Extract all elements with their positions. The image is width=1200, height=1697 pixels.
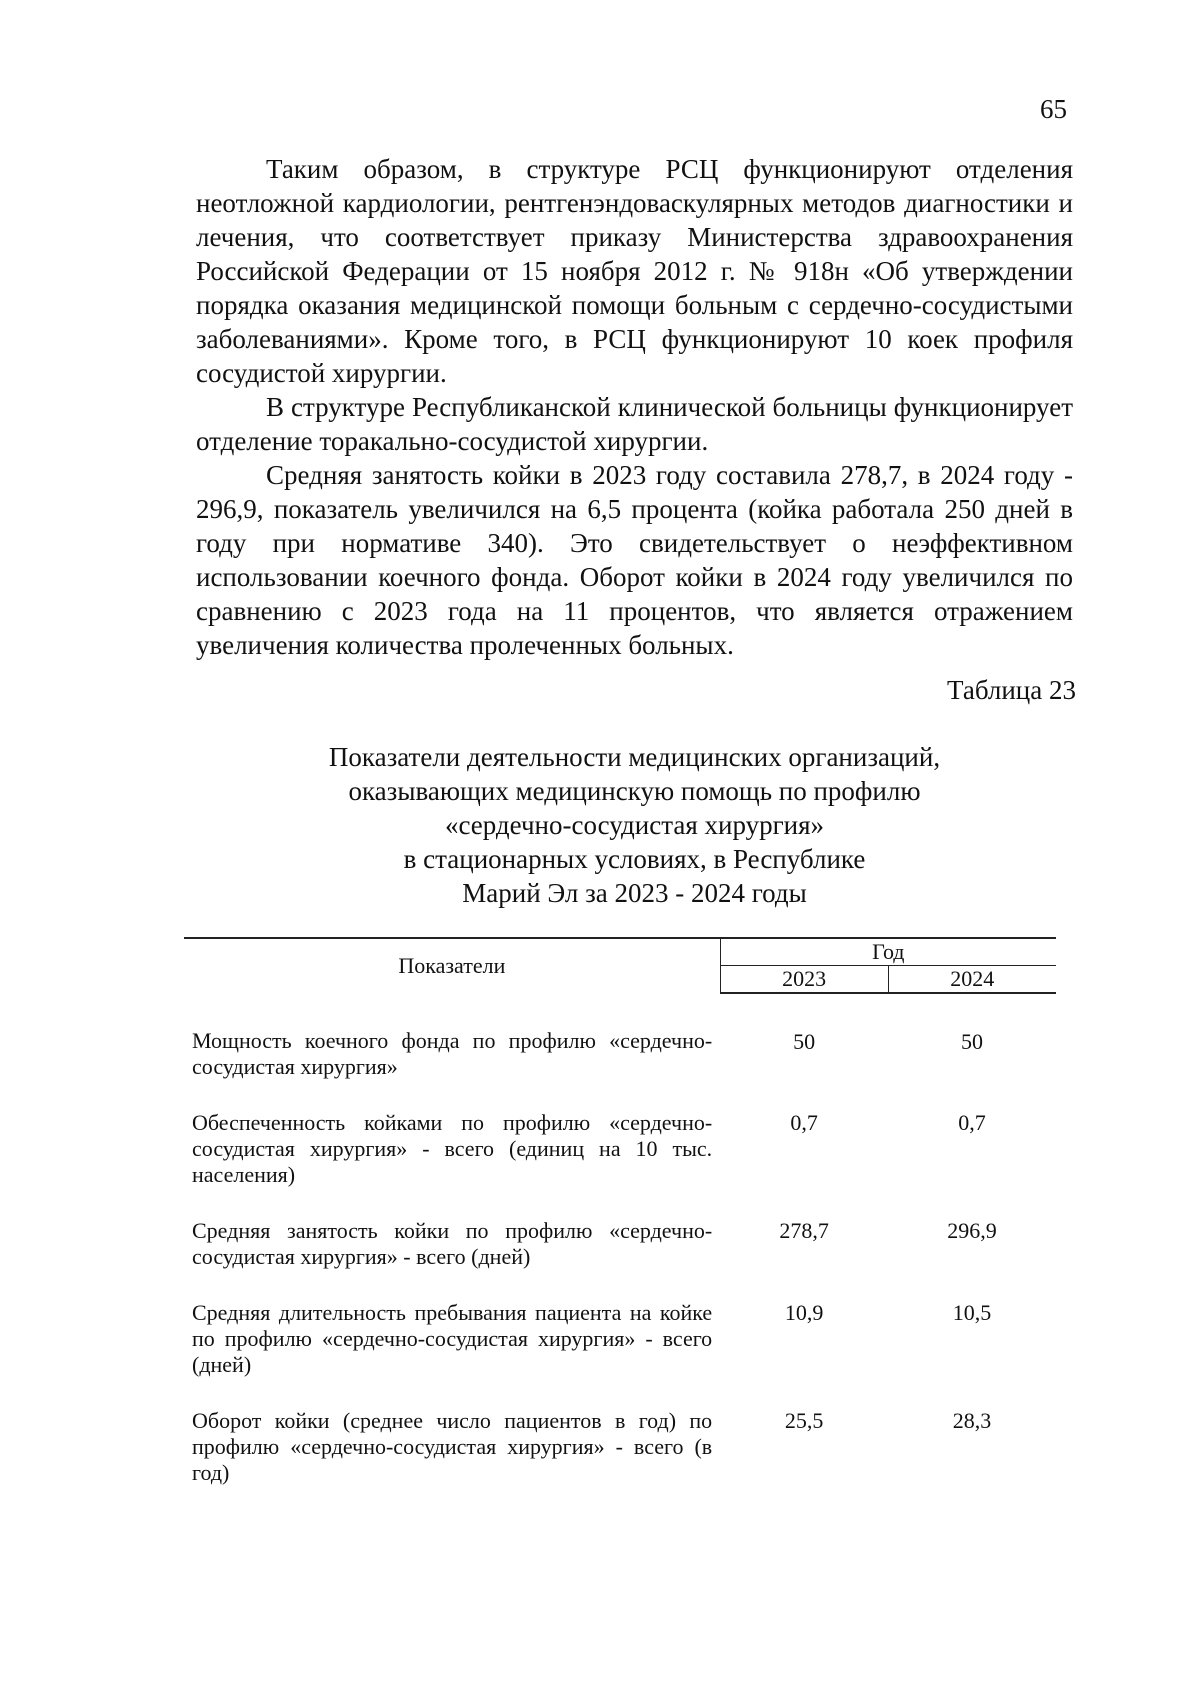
body-text <box>196 152 1073 662</box>
indicators-table <box>184 937 1056 1516</box>
value-2023: 25,5 <box>784 1408 824 1433</box>
row-label: Средняя занятость койки по профилю «сердечно-сосудистая хирургия» - всего (дней) <box>192 1218 713 1269</box>
value-2024: 10,5 <box>952 1300 992 1325</box>
row-label: Обеспеченность койками по профилю «сердечно-сосудистая хирургия» - всего (единиц на 10 тыс. населения) <box>192 1110 713 1187</box>
value-2024: 50 <box>961 1029 984 1054</box>
table-row <box>184 1300 1056 1408</box>
paragraph: В структуре Республиканской клинической больницы функционирует отделение торакально-сосудистой хирургии. <box>196 392 1073 456</box>
table-title-line: оказывающих медицинскую помощь по профилю <box>348 776 921 806</box>
table-row <box>184 1218 1056 1300</box>
table-title <box>196 740 1073 910</box>
value-2024: 28,3 <box>952 1408 992 1433</box>
value-2023: 50 <box>793 1029 816 1054</box>
row-label: Мощность коечного фонда по профилю «сердечно-сосудистая хирургия» <box>192 1028 713 1079</box>
table-title-line: в стационарных условиях, в Республике <box>403 844 866 874</box>
row-label: Средняя длительность пребывания пациента на койке по профилю «сердечно-сосудистая хирургия» - всего (дней) <box>192 1300 713 1377</box>
header-indicators: Показатели <box>184 938 720 993</box>
table-row <box>184 1408 1056 1516</box>
header-year: Год <box>720 938 1056 966</box>
value-2023: 0,7 <box>790 1110 818 1135</box>
table-row <box>184 1110 1056 1218</box>
table-label: Таблица 23 <box>947 675 1076 705</box>
header-year-2024: 2024 <box>888 966 1056 994</box>
table-title-line: Показатели деятельности медицинских организаций, <box>328 742 941 772</box>
table-title-line: Марий Эл за 2023 - 2024 годы <box>462 878 807 908</box>
header-year-2023: 2023 <box>720 966 888 994</box>
value-2024: 296,9 <box>947 1218 997 1243</box>
table-title-line: «сердечно-сосудистая хирургия» <box>444 810 825 840</box>
paragraph: Таким образом, в структуре РСЦ функционируют отделения неотложной кардиологии, рентгенэндоваскулярных методов диагностики и лечения, что соответствует приказу Министерства здравоохранения Российской Федерации от 15 ноября 2012 г. № 918н «Об утверждении порядка оказания медицинской помощи больным с сердечно-сосудистыми заболеваниями». Кроме того, в РСЦ функционируют 10 коек профиля сосудистой хирургии. <box>196 154 1073 388</box>
row-label: Оборот койки (среднее число пациентов в год) по профилю «сердечно-сосудистая хирургия» - всего (в год) <box>192 1408 713 1485</box>
value-2023: 278,7 <box>779 1218 829 1243</box>
value-2023: 10,9 <box>784 1300 824 1325</box>
page-number: 65 <box>1040 94 1067 124</box>
value-2024: 0,7 <box>958 1110 986 1135</box>
table-row <box>184 993 1056 1110</box>
paragraph: Средняя занятость койки в 2023 году составила 278,7, в 2024 году - 296,9, показатель увеличился на 6,5 процента (койка работала 250 дней в году при нормативе 340). Это свидетельствует о неэффективном использовании коечного фонда. Оборот койки в 2024 году увеличился по сравнению с 2023 года на 11 процентов, что является отражением увеличения количества пролеченных больных. <box>196 460 1073 660</box>
